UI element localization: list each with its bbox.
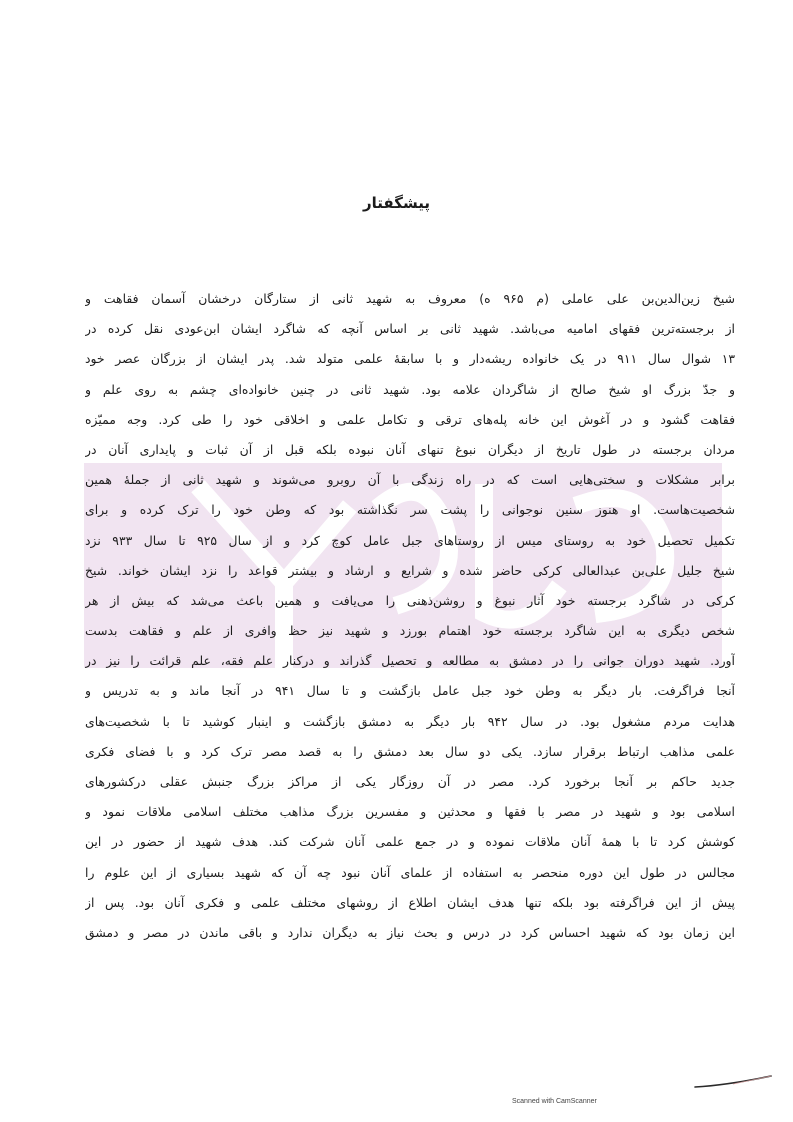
text-line: آنجا فراگرفت. بار دیگر به وطن خود جبل عامل بازگشت و تا سال ۹۴۱ در آنجا ماند و به تدریس و [85, 683, 735, 699]
text-line: کوشش کرد تا با همهٔ آنان ملاقات نموده و در جمع علمی آنان شرکت کند. هدف شهید از حضور در این [85, 834, 735, 850]
text-line: هدایت مردم مشغول بود. در سال ۹۴۲ بار دیگر به دمشق بازگشت و اینبار کوشید تا با شخصیت‌های [85, 713, 735, 729]
text-line: مجالس در طول این دوره منحصر به استفاده از علمای آنان نبود چه آن که شهید بسیاری از این علوم را [85, 864, 735, 880]
text-line: شخص دیگری به این شاگرد برجسته خود اهتمام بورزد و شهید نیز حظ وافری از علم و فقاهت بدست [85, 623, 735, 639]
text-line: تکمیل تحصیل خود به روستای میس از روستاهای جبل عامل کوچ کرد و از سال ۹۲۵ تا سال ۹۳۳ نزد [85, 532, 735, 548]
text-line: اسلامی بود و شهید در مصر با فقها و محدثین و مفسرین بزرگ مذاهب مختلف اسلامی ملاقات نمود و [85, 804, 735, 820]
text-line: این زمان بود که شهید احساس کرد در درس و بحث نیاز به دیگران ندارد و باقی ماندن در مصر و دمشق [85, 924, 735, 940]
text-line: مردان برجسته در طول تاریخ از دیگران نبوغ تنهای آنان نبوده بلکه قبل از آن ثبات و پایداری آنان در [85, 441, 735, 457]
pen-stroke-icon [693, 1073, 773, 1089]
text-line: آورد. شهید دوران جوانی را در دمشق به مطالعه و تحصیل گذراند و درکنار علم فقه، علم قرائت را نیز در [85, 653, 735, 669]
text-line: جدید حاکم بر آنجا برخورد کرد. مصر در آن روزگار یکی از مراکز بزرگ جنبش عقلی درکشورهای [85, 774, 735, 789]
body-paragraph [85, 284, 735, 948]
text-line: علمی مذاهب ارتباط برقرار سازد. یکی دو سال بعد دمشق را به قصد مصر ترک کرد و با فضای فکری [85, 743, 735, 759]
text-line: فقاهت گشود و در آغوش این خانه پله‌های ترقی و تکامل علمی و اخلاقی خود را طی کرد. وجه ممیّزه [85, 411, 735, 427]
text-line: شیخ زین‌الدین‌بن علی عاملی (م ۹۶۵ ه) معروف به شهید ثانی از ستارگان درخشان آسمان فقاهت و [85, 291, 735, 306]
text-line: و جدّ بزرگ او شیخ صالح از شاگردان علامه بود. شهید ثانی در چنین خانواده‌ای چشم به روی علم و [85, 381, 735, 397]
text-line: از برجسته‌ترین فقهای امامیه می‌باشد. شهید ثانی بر اساس آنچه که شاگرد ایشان ابن‌عودی نقل کرده در [85, 321, 735, 337]
text-line: پیش از این فراگرفته بود بلکه تنها هدف ایشان اطلاع از روشهای مختلف علمی و فکری آنان بود. پس از [85, 894, 735, 910]
scanner-footer: Scanned with CamScanner [512, 1098, 597, 1105]
text-line: شیخ جلیل علی‌بن عبدالعالی کرکی حاضر شده و شرایع و ارشاد و بیشتر قواعد را نزد ایشان خواند. شیخ [85, 562, 735, 578]
text-line: کرکی در شاگرد برجسته خود آثار نبوغ و روشن‌ذهنی را می‌یافت و همین باعث می‌شد که بیش از هر [85, 592, 735, 608]
text-line: برابر مشکلات و سختی‌هایی است که در راه زندگی با آن روبرو می‌شوند و شهید ثانی از جملهٔ همین [85, 472, 735, 488]
text-line: ۱۳ شوال سال ۹۱۱ در یک خانواده ریشه‌دار و با سابقهٔ علمی متولد شد. پدر ایشان از بزرگان عصر خود [85, 351, 735, 367]
text-line: شخصیت‌هاست. او هنوز سنین نوجوانی را پشت سر نگذاشته بود که وطن خود را ترک کرده و برای [85, 502, 735, 518]
page-title: پیشگفتار [363, 194, 430, 212]
